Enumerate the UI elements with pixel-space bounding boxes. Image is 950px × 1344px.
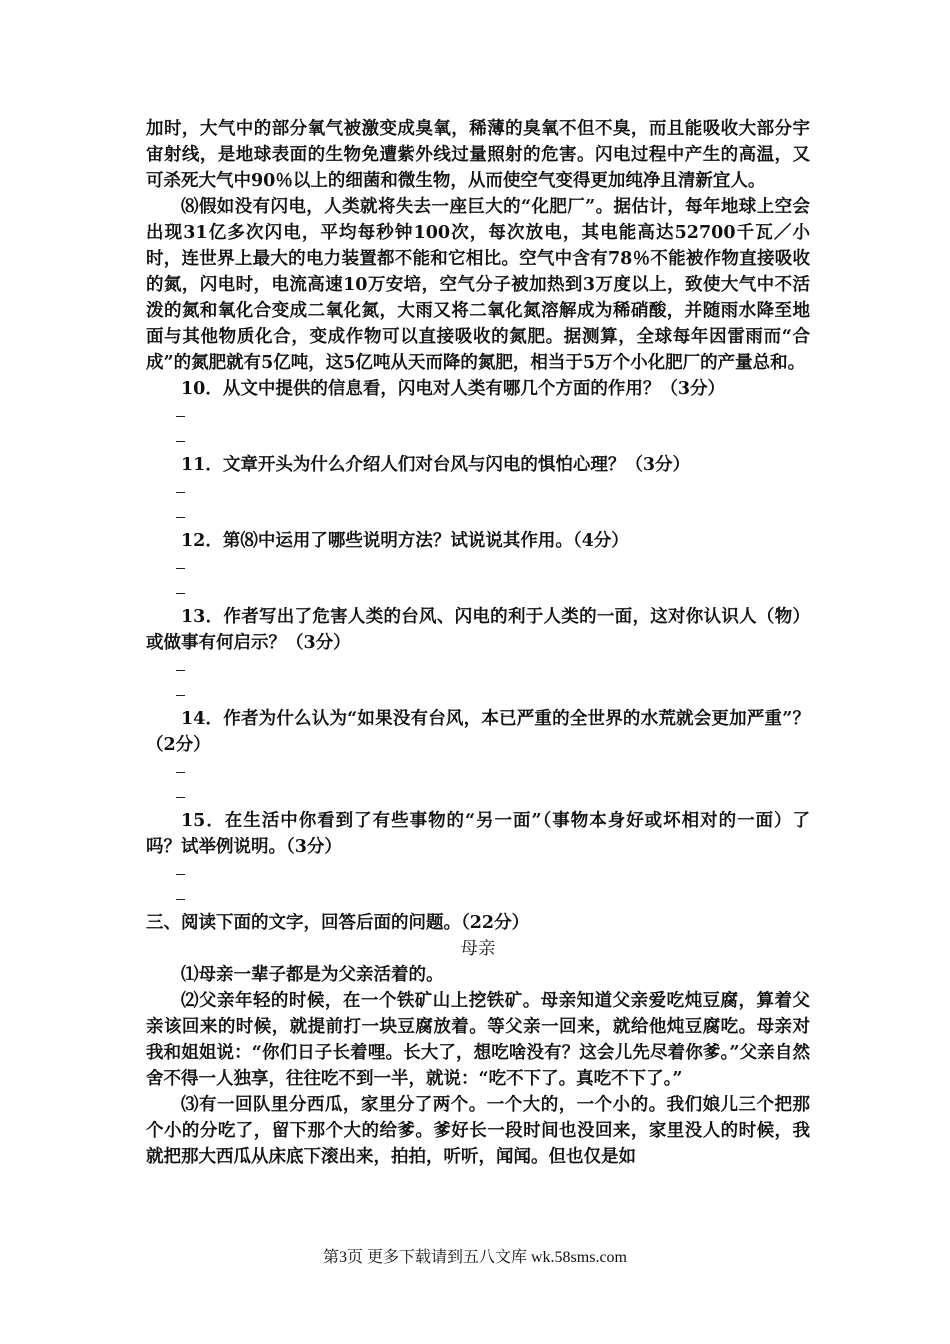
page-content [146,116,810,1170]
answer-blank[interactable] [146,860,810,885]
answer-blank[interactable] [146,554,810,579]
answer-blank[interactable] [146,885,810,910]
passage-paragraph-8: ⑻假如没有闪电，人类就将失去一座巨大的“化肥厂”。据估计，每年地球上空会出现31亿多次闪电，平均每秒钟100次，每次放电，其电能高达52700千瓦／小时，连世界上最大的电力装置都不能和它相比。空气中含有78％不能被作物直接吸收的氮，闪电时，电流高速10万安培，空气分子被加热到3万度以上，致使大气中不活泼的氮和氧化合变成二氧化氮，大雨又将二氧化氮溶解成为稀硝酸，并随雨水降至地面与其他物质化合，变成作物可以直接吸收的氮肥。据测算，全球每年因雷雨而“合成”的氮肥就有5亿吨，这5亿吨从天而降的氮肥，相当于5万个小化肥厂的产量总和。 [146,197,810,373]
answer-blank[interactable] [146,503,810,528]
passage-paragraph-7-end: 加时，大气中的部分氧气被激变成臭氧，稀薄的臭氧不但不臭，而且能吸收大部分宇宙射线，是地球表面的生物免遭紫外线过量照射的危害。闪电过程中产生的高温，又可杀死大气中90％以上的细菌和微生物，从而使空气变得更加纯净且清新宜人。 [146,119,810,191]
answer-blank[interactable] [146,579,810,604]
answer-blank[interactable] [146,656,810,681]
passage-title: 母亲 [460,939,496,959]
mother-paragraph-3: ⑶有一回队里分西瓜，家里分了两个。一个大的，一个小的。我们娘儿三个把那个小的分吃了，留下那个大的给爹。爹好长一段时间也没回来，家里没人的时候，我就把那大西瓜从床底下滚出来，拍拍，听听，闻闻。但也仅是如 [146,1095,810,1167]
question-13: 13．作者写出了危害人类的台风、闪电的利于人类的一面，这对你认识人（物）或做事有何启示？（3分） [146,607,810,653]
question-12: 12．第⑻中运用了哪些说明方法？试说说其作用。（4分） [181,531,629,551]
question-10: 10．从文中提供的信息看，闪电对人类有哪几个方面的作用？（3分） [181,379,726,399]
question-11: 11．文章开头为什么介绍人们对台风与闪电的惧怕心理？（3分） [181,455,691,475]
mother-paragraph-2: ⑵父亲年轻的时候，在一个铁矿山上挖铁矿。母亲知道父亲爱吃炖豆腐，算着父亲该回来的时候，就提前打一块豆腐放着。等父亲一回来，就给他炖豆腐吃。母亲对我和姐姐说：“你们日子长着哩。长大了，想吃啥没有？这会儿先尽着你爹。”父亲自然舍不得一人独享，往往吃不到一半，就说：“吃不下了。真吃不下了。” [146,991,810,1089]
answer-blank[interactable] [146,783,810,808]
answer-blank[interactable] [146,758,810,783]
question-15: 15．在生活中你看到了有些事物的“另一面”（事物本身好或坏相对的一面）了吗？试举例说明。（3分） [146,811,810,857]
page-footer: 第3页 更多下载请到五八文库 wk.58sms.com [322,1249,627,1266]
section-3-heading: 三、阅读下面的文字，回答后面的问题。（22分） [146,913,530,933]
answer-blank[interactable] [146,402,810,427]
answer-blank[interactable] [146,681,810,706]
question-14: 14．作者为什么认为“如果没有台风，本已严重的全世界的水荒就会更加严重”？（2分） [146,709,810,755]
answer-blank[interactable] [146,427,810,452]
answer-blank[interactable] [146,478,810,503]
mother-paragraph-1: ⑴母亲一辈子都是为父亲活着的。 [181,965,444,985]
